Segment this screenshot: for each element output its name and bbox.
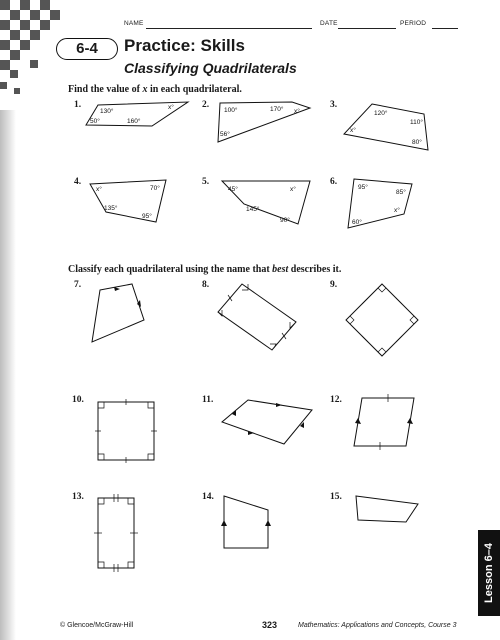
angle-label: 90° [280, 217, 290, 224]
problem-number: 3. [330, 100, 338, 110]
instruction-text: in each quadrilateral. [147, 84, 242, 95]
date-label: DATE [320, 20, 338, 27]
problem-number: 13. [72, 492, 84, 502]
problem-number: 10. [72, 395, 84, 405]
angle-label: 110° [410, 119, 423, 126]
angle-label: 50° [90, 118, 100, 125]
section2-instruction [68, 264, 341, 275]
trapezoid-figure [88, 282, 158, 346]
instruction-text: Find the value of [68, 84, 143, 95]
parallelogram-figure [344, 392, 424, 456]
angle-label: 100° [224, 107, 238, 114]
date-line[interactable] [338, 28, 396, 29]
angle-label: 95° [142, 213, 152, 220]
problem-number: 12. [330, 395, 342, 405]
period-label: PERIOD [400, 20, 427, 27]
quadrilateral-figure [352, 492, 432, 528]
quadrilateral-figure [80, 98, 200, 134]
angle-label: 80° [412, 139, 422, 146]
angle-label: 85° [396, 189, 406, 196]
angle-label: x° [394, 207, 400, 214]
page-subtitle: Classifying Quadrilaterals [124, 60, 297, 76]
angle-label: 145° [246, 206, 260, 213]
problem-number: 5. [202, 177, 210, 187]
period-line[interactable] [432, 28, 458, 29]
problem-number: 11. [202, 395, 214, 405]
instruction-variable: x [142, 84, 148, 95]
problem-number: 7. [74, 280, 82, 290]
lesson-side-tab-label: Lesson 6–4 [483, 543, 495, 603]
quadrilateral-figure [344, 176, 424, 234]
angle-label: 45° [228, 186, 238, 193]
page-number: 323 [262, 620, 278, 630]
angle-label: 95° [358, 184, 368, 191]
problem-number: 9. [330, 280, 338, 290]
angle-label: x° [168, 104, 174, 111]
angle-label: 160° [127, 118, 141, 125]
square-figure [344, 280, 424, 360]
lesson-side-tab [478, 530, 500, 616]
book-title: Mathematics: Applications and Concepts, Course 3 [298, 622, 457, 629]
problem-number: 15. [330, 492, 342, 502]
rectangle-figure [92, 492, 142, 572]
section1-instruction [68, 84, 242, 95]
rectangle-figure [212, 280, 302, 352]
quadrilateral-figure [340, 98, 440, 152]
name-label: NAME [124, 20, 144, 27]
parallelogram-figure [220, 396, 316, 448]
instruction-emphasis: best [272, 264, 289, 275]
square-figure [92, 398, 162, 468]
quadrilateral-figure [218, 178, 318, 228]
angle-label: 120° [374, 110, 388, 117]
angle-label: 170° [270, 106, 284, 113]
angle-label: 60° [352, 219, 362, 226]
problem-number: 1. [74, 100, 82, 110]
quadrilateral-figure [214, 98, 324, 146]
lesson-badge: 6-4 [56, 38, 118, 60]
problem-number: 2. [202, 100, 210, 110]
instruction-text: describes it. [288, 264, 342, 275]
quadrilateral-figure [86, 178, 186, 226]
angle-label: x° [290, 186, 296, 193]
problem-number: 8. [202, 280, 210, 290]
angle-label: 56° [220, 131, 230, 138]
page-title: Practice: Skills [124, 36, 245, 55]
angle-label: x° [96, 186, 102, 193]
copyright-text: © Glencoe/McGraw-Hill [60, 622, 134, 629]
problem-number: 4. [74, 177, 82, 187]
trapezoid-figure [218, 492, 278, 552]
angle-label: 135° [104, 205, 118, 212]
angle-label: 130° [100, 108, 114, 115]
problem-number: 6. [330, 177, 338, 187]
angle-label: x° [350, 127, 356, 134]
problem-number: 14. [202, 492, 214, 502]
instruction-text: Classify each quadrilateral using the name that [68, 264, 273, 275]
name-line[interactable] [146, 28, 312, 29]
angle-label: x° [294, 108, 300, 115]
angle-label: 70° [150, 185, 160, 192]
